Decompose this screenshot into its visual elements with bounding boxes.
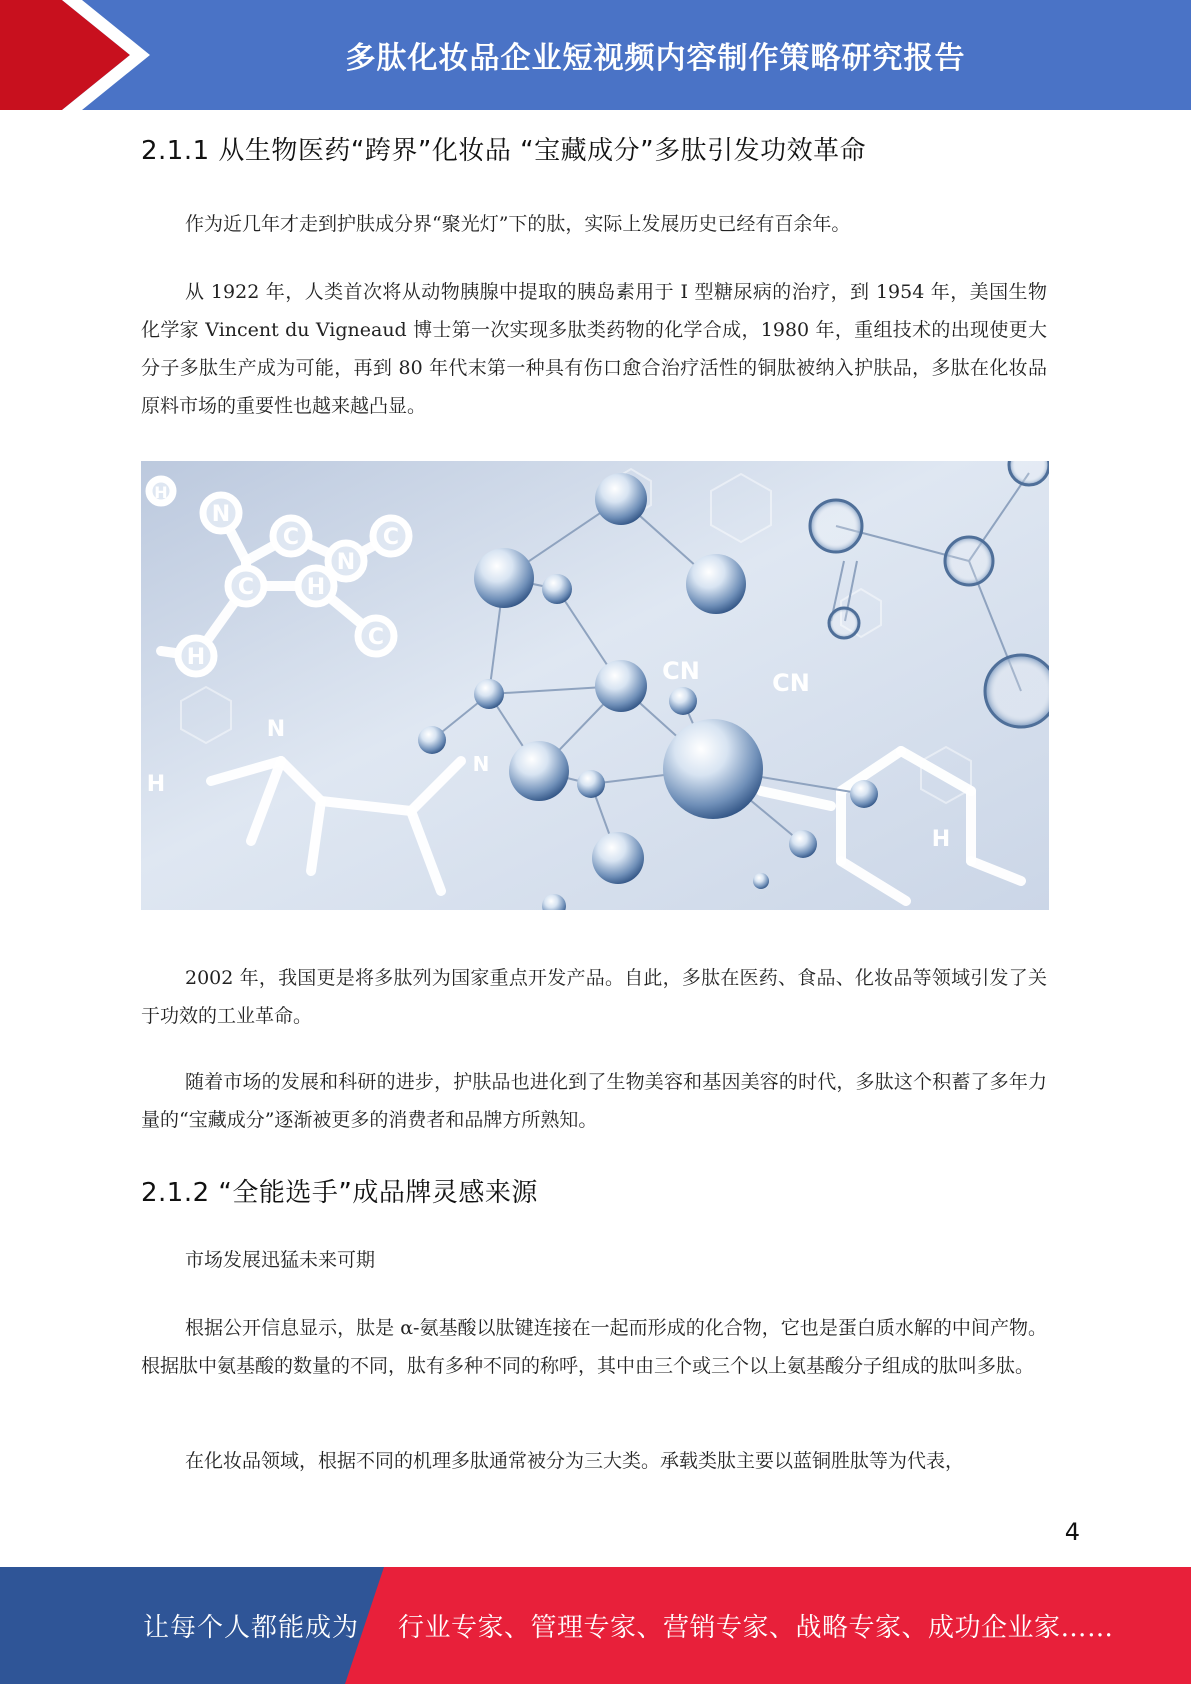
label-n3: N [266, 717, 286, 742]
paragraph-1: 作为近几年才走到护肤成分界“聚光灯”下的肽，实际上发展历史已经有百余年。 [185, 213, 851, 235]
paragraph-4: 随着市场的发展和科研的进步，护肤品也进化到了生物美容和基因美容的时代，多肽这个积蓄了多年力量的“宝藏成分”逐渐被更多的消费者和品牌方所熟知。 [141, 1071, 1047, 1131]
page-footer [0, 1567, 1191, 1684]
paragraph-5: 市场发展迅猛未来可期 [185, 1249, 376, 1271]
label-h5: H [931, 827, 951, 852]
footer-slogan-left: 让每个人都能成为 [143, 1613, 360, 1643]
label-n4: N [472, 752, 490, 776]
atom-label-c4: C [282, 525, 300, 550]
paragraph-2: 从 1922 年，人类首次将从动物胰腺中提取的胰岛素用于 I 型糖尿病的治疗，到 1954 年，美国生物化学家 Vincent du Vigneaud 博士第一次实现多肽类药物的化学合成，1980 年，重组技术的出现使更大分子多肽生产成为可能，再到 80 年代末第一种具有伤口愈合治疗活性的铜肽被纳入护肤品，多肽在化妆品原料市场的重要性也越来越凸显。 [141, 281, 1047, 417]
label-cn2: CN [772, 669, 810, 697]
section-heading-2-1-1: 2.1.1 从生物医药“跨界”化妆品 “宝藏成分”多肽引发功效革命 [141, 136, 867, 166]
section-heading-2-1-2: 2.1.2 “全能选手”成品牌灵感来源 [141, 1178, 538, 1208]
footer-slogan-right: 行业专家、管理专家、营销专家、战略专家、成功企业家…… [398, 1613, 1114, 1643]
paragraph-7: 在化妆品领域，根据不同的机理多肽通常被分为三大类。承载类肽主要以蓝铜胜肽等为代表， [185, 1450, 965, 1472]
atom-label-h3: H [154, 483, 168, 502]
atom-label-c3: C [367, 625, 385, 650]
report-title: 多肽化妆品企业短视频内容制作策略研究报告 [345, 41, 966, 76]
atom-label-h2: H [186, 645, 206, 670]
atom-label-c2: C [237, 575, 255, 600]
paragraph-3: 2002 年，我国更是将多肽列为国家重点开发产品。自此，多肽在医药、食品、化妆品等领域引发了关于功效的工业革命。 [141, 967, 1047, 1027]
molecule-illustration [141, 461, 1049, 910]
header-chevron-graphic [0, 0, 160, 110]
atom-label-n2: N [336, 550, 356, 575]
label-cn1: CN [662, 657, 700, 685]
atom-label-h1: H [306, 575, 326, 600]
atom-label-n1: N [211, 502, 231, 527]
atom-label-c1: C [382, 525, 400, 550]
label-h4: H [146, 772, 166, 797]
paragraph-6: 根据公开信息显示，肽是 α-氨基酸以肽键连接在一起而形成的化合物，它也是蛋白质水解的中间产物。根据肽中氨基酸的数量的不同，肽有多种不同的称呼，其中由三个或三个以上氨基酸分子组成的肽叫多肽。 [141, 1317, 1047, 1377]
page-header [0, 0, 1191, 110]
page-number: 4 [1064, 1518, 1080, 1546]
